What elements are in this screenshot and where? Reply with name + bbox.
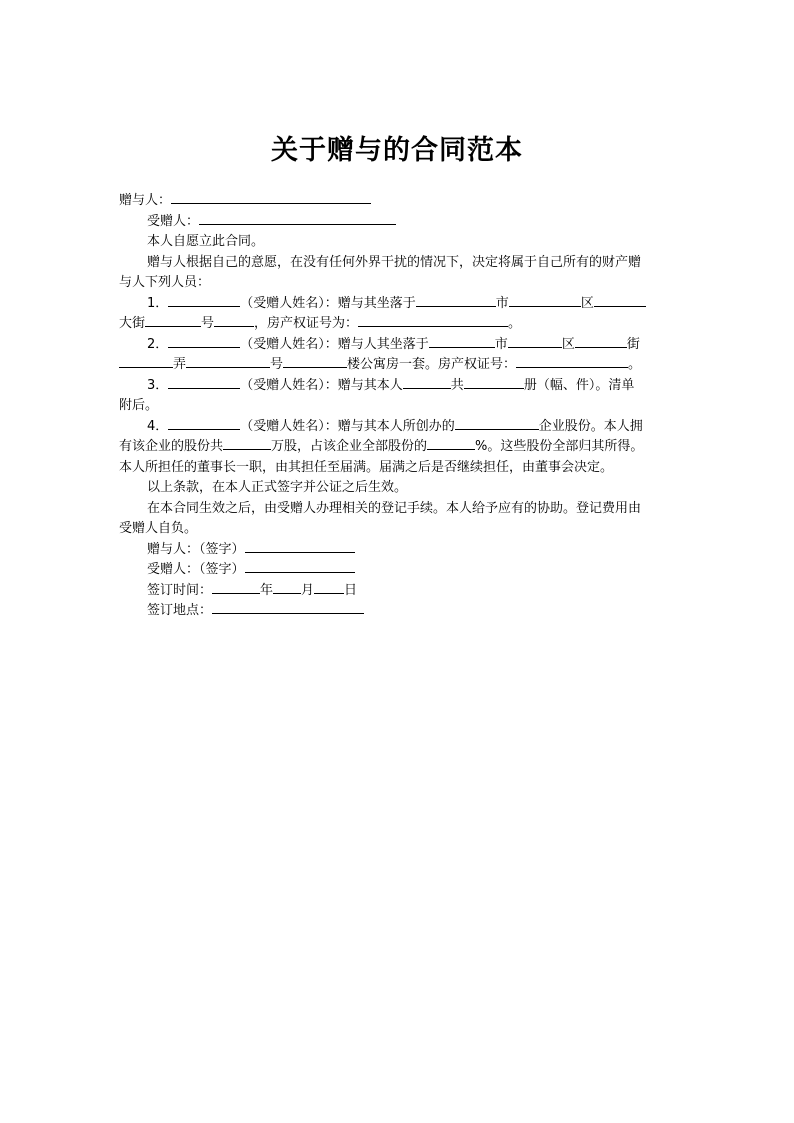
intro-line-1: 赠与人根据自己的意愿，在没有任何外界干扰的情况下，决定将属于自己所有的财产赠	[147, 254, 642, 270]
sign-time-line	[119, 581, 689, 602]
item-text: 共	[450, 377, 464, 393]
item-number: 2．	[147, 336, 169, 352]
item-3-object-field[interactable]	[403, 376, 451, 389]
registration-line-2: 受赠人自负。	[119, 521, 198, 536]
item-1-line	[119, 294, 689, 315]
item-text: 市	[495, 295, 509, 311]
item-text: 。	[508, 316, 522, 331]
registration-line-1: 在本合同生效之后，由受赠人办理相关的登记手续。本人给予应有的协助。登记费用由	[147, 500, 642, 516]
document-title: 关于赠与的合同范本	[271, 135, 523, 166]
item-text: 楼公寓房一套。房产权证号：	[347, 357, 517, 372]
item-2-line-2	[119, 355, 689, 376]
item-4-line	[119, 417, 689, 438]
item-text: %。这些股份全部归其所得。	[475, 439, 644, 454]
item-text: 册（幅、件）。清单	[523, 377, 635, 393]
item-1-number-field[interactable]	[214, 314, 254, 327]
item-text: 企业股份。本人拥	[538, 418, 643, 434]
item-4-line-2	[119, 437, 689, 458]
item-text: 弄	[173, 357, 187, 372]
item-text: 街	[626, 336, 640, 352]
item-3-donee-field[interactable]	[168, 376, 240, 389]
item-1-district-field[interactable]	[594, 294, 646, 307]
sign-time-label: 签订时间：	[147, 582, 213, 598]
item-text: 号	[270, 357, 284, 372]
donor-name-field[interactable]	[171, 191, 371, 204]
sign-donor-line	[119, 540, 689, 561]
sign-donor-label: 赠与人：（签字）	[147, 541, 245, 557]
item-4-company-field[interactable]	[455, 417, 539, 430]
year-label: 年	[260, 582, 274, 598]
item-number: 1．	[147, 295, 169, 311]
item-text: 。	[628, 357, 642, 372]
item-2-lane-field[interactable]	[186, 355, 270, 368]
month-field[interactable]	[273, 581, 301, 594]
item-3-line	[119, 376, 689, 397]
day-field[interactable]	[314, 581, 344, 594]
item-number: 3．	[147, 377, 169, 393]
item-3-line-2: 附后。	[119, 398, 159, 413]
sign-donee-label: 受赠人：（签字）	[147, 562, 245, 577]
item-2-donee-field[interactable]	[168, 335, 240, 348]
item-number: 4．	[147, 418, 169, 434]
item-3-count-field[interactable]	[464, 376, 524, 389]
item-2-line	[119, 335, 689, 356]
donor-line	[119, 191, 689, 212]
item-2-number-field[interactable]	[283, 355, 347, 368]
donee-name-field[interactable]	[199, 212, 396, 225]
item-text: 大街	[119, 316, 146, 331]
sign-place-line	[119, 601, 689, 622]
donor-label: 赠与人：	[119, 193, 172, 208]
item-1-donee-field[interactable]	[168, 294, 240, 307]
item-text: （受赠人姓名）：赠与其本人所创办的	[240, 418, 455, 434]
place-field[interactable]	[212, 601, 364, 614]
effect-line: 以上条款，在本人正式签字并公证之后生效。	[147, 480, 408, 495]
item-2-location-field[interactable]	[429, 335, 495, 348]
item-text: 号	[201, 316, 215, 331]
item-1-cert-field[interactable]	[358, 314, 508, 327]
item-2-city-field[interactable]	[508, 335, 562, 348]
sign-place-label: 签订地点：	[147, 603, 213, 618]
item-2-street-field[interactable]	[119, 355, 173, 368]
item-1-line-2	[119, 314, 689, 335]
item-text: 万股，占该企业全部股份的	[271, 439, 428, 454]
item-2-district-field[interactable]	[575, 335, 627, 348]
sign-donee-line	[119, 560, 689, 581]
item-text: 有该企业的股份共	[119, 439, 224, 454]
item-4-donee-field[interactable]	[168, 417, 240, 430]
item-text: 区	[580, 295, 594, 311]
item-4-line-3: 本人所担任的董事长一职，由其担任至届满。届满之后是否继续担任，由董事会决定。	[119, 459, 614, 475]
donor-signature-field[interactable]	[245, 540, 355, 553]
item-1-city-field[interactable]	[509, 294, 581, 307]
donee-label: 受赠人：	[147, 213, 200, 229]
item-2-cert-field[interactable]	[516, 355, 628, 368]
item-1-location-field[interactable]	[416, 294, 496, 307]
item-text: ，房产权证号为：	[254, 316, 359, 331]
month-label: 月	[301, 582, 315, 598]
item-text: （受赠人姓名）：赠与人其坐落于	[240, 336, 429, 352]
item-text: （受赠人姓名）：赠与其本人	[240, 377, 403, 393]
item-1-street-field[interactable]	[145, 314, 201, 327]
day-label: 日	[344, 582, 358, 598]
willing-line: 本人自愿立此合同。	[147, 234, 265, 249]
contract-body	[119, 191, 689, 622]
year-field[interactable]	[212, 581, 260, 594]
intro-line-2: 与人下列人员：	[119, 275, 211, 290]
item-4-percent-field[interactable]	[427, 437, 475, 450]
item-4-shares-field[interactable]	[223, 437, 271, 450]
donee-signature-field[interactable]	[245, 560, 355, 573]
item-text: 市	[494, 336, 508, 352]
item-text: （受赠人姓名）：赠与其坐落于	[240, 295, 416, 311]
donee-line	[119, 212, 689, 233]
item-text: 区	[561, 336, 575, 352]
